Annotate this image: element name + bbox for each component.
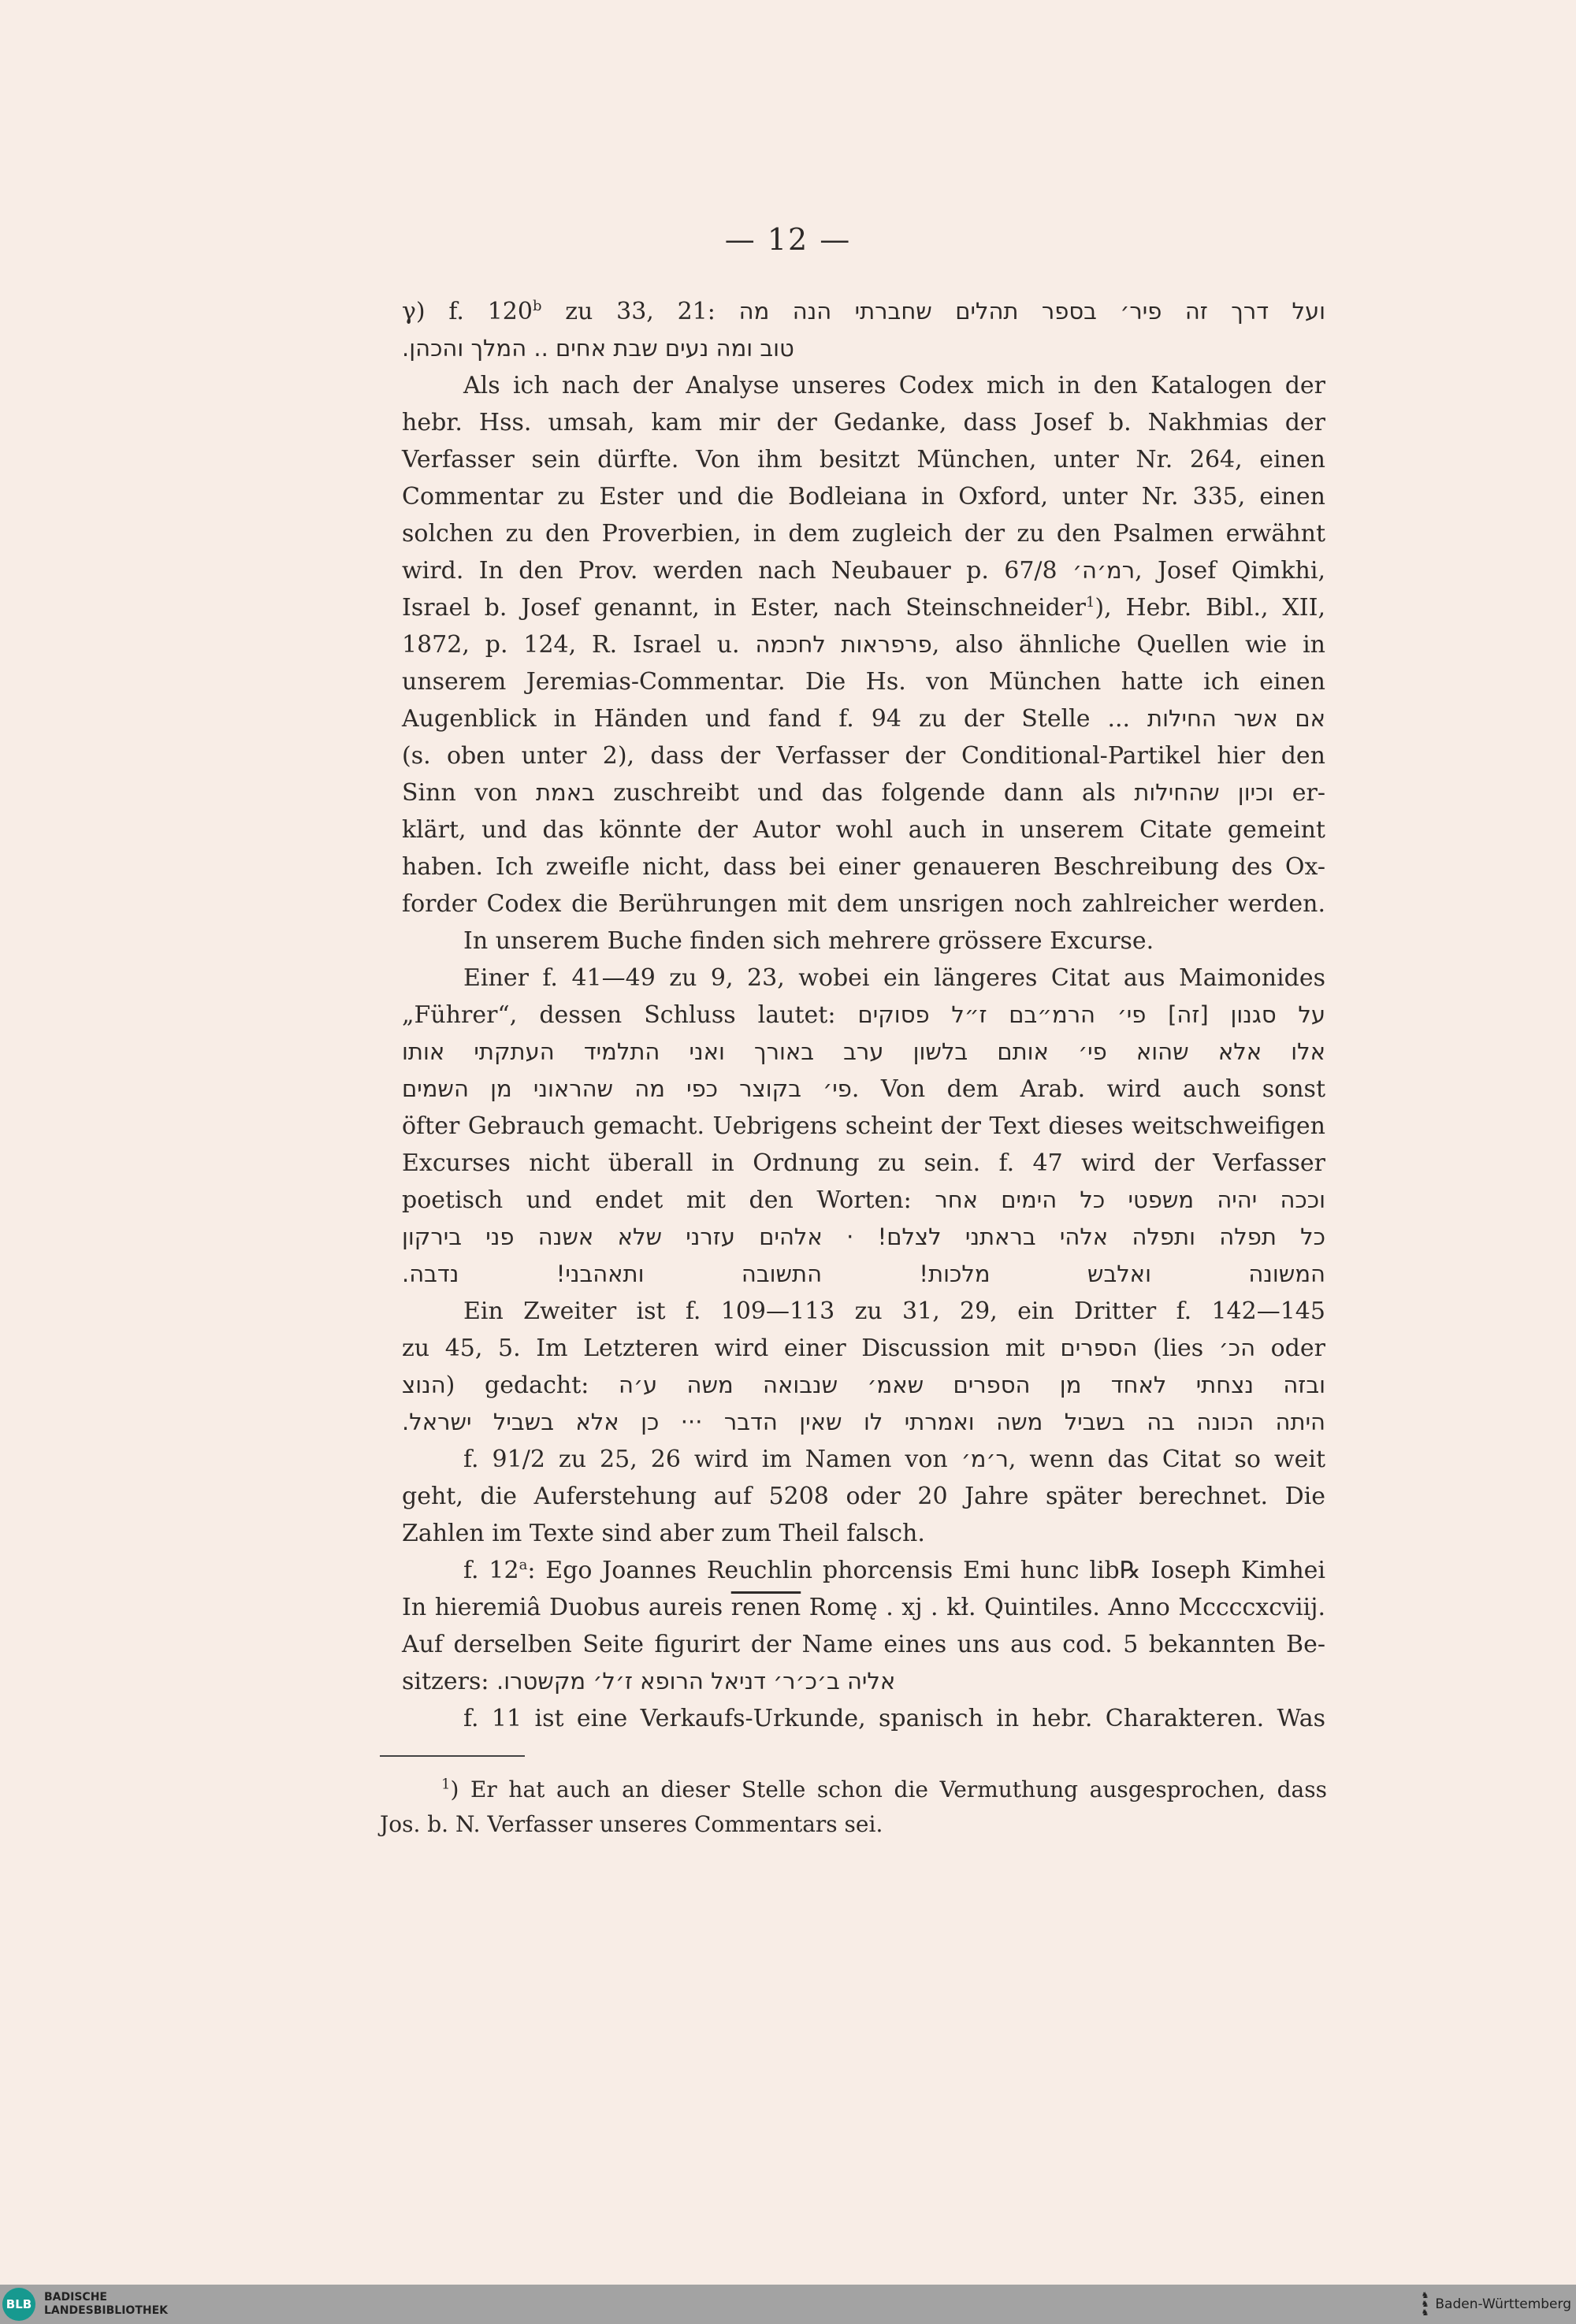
latin-text: zu 33, 21:: [541, 298, 739, 325]
text-line: [402, 1663, 1325, 1700]
latin-text: geht, die Auferstehung auf 5208 oder 20 Jahre später berechnet. Die: [402, 1483, 1325, 1510]
page-number: — 12 —: [724, 222, 852, 257]
latin-text: solchen zu den Proverbien, in dem zugleich der zu den Psalmen erwähnt: [402, 520, 1325, 548]
text-line: [402, 663, 1325, 700]
latin-text: forder Codex die Berührungen mit dem unsrigen noch zahlreicher werden.: [402, 890, 1325, 918]
latin-text: „Führer“, dessen Schluss lautet:: [402, 1001, 858, 1029]
text-line: [402, 848, 1325, 885]
three-lions-crest-icon: ♞ ♞ ♞: [1421, 2290, 1429, 2318]
text-line: [402, 1330, 1325, 1367]
text-line: [402, 1367, 1325, 1404]
text-line: [402, 1404, 1325, 1441]
text-line: [402, 1626, 1325, 1663]
latin-text: Als ich nach der Analyse unseres Codex mich in den Katalogen der: [463, 372, 1325, 399]
text-line: [380, 1807, 1327, 1842]
hebrew-text: אליה ב׳כ׳ר׳ דניאל הרופא ז׳ל׳ מקשטרו.: [496, 1668, 896, 1695]
latin-text: Excurses nicht überall in Ordnung zu sein. f. 47 wird der Verfasser: [402, 1149, 1325, 1177]
hebrew-text: כל תפלה ותפלה אלהי בראתני לצלם! · אלהים עזרני שלא אשנה פני בירקון: [402, 1223, 1325, 1250]
abbreviation-overline: renen: [730, 1594, 801, 1621]
latin-text: Ein Zweiter ist f. 109—113 zu 31, 29, ein Dritter f. 142—145: [463, 1298, 1325, 1325]
text-line: [402, 774, 1325, 811]
latin-text: Augenblick in Händen und fand f. 94 zu der Stelle ...: [402, 705, 1148, 733]
hebrew-text: הספרים: [1060, 1335, 1138, 1361]
text-line: [380, 1773, 1327, 1807]
text-line: [402, 589, 1325, 626]
latin-text: ) Er hat auch an dieser Stelle schon die Vermuthung ausgesprochen, dass: [450, 1776, 1327, 1802]
latin-text: zuschreibt und das folgende dann als: [594, 779, 1135, 807]
text-line: [402, 515, 1325, 552]
latin-text: f. 12: [463, 1557, 519, 1584]
hebrew-text: טוב ומה נעים שבת אחים .. המלך והכהן.: [402, 335, 794, 362]
hebrew-text: אם אשר החילות: [1147, 705, 1326, 732]
latin-text: klärt, und das könnte der Autor wohl auch in unserem Citate gemeint: [402, 816, 1325, 844]
hebrew-text: ועל דרך זה פיר׳ בספר תהלים שחברתי הנה מה: [738, 298, 1325, 325]
latin-text: sitzers:: [402, 1668, 496, 1695]
latin-text: Verfasser sein dürfte. Von ihm besitzt München, unter Nr. 264, einen: [402, 446, 1325, 473]
hebrew-text: היתה הכונה בה בשביל משה ואמרתי לו שאין הדבר ··· כן אלא בשביל ישראל.: [402, 1409, 1325, 1435]
text-line: [402, 1108, 1325, 1145]
latin-text: ), Hebr. Bibl., XII,: [1095, 594, 1325, 622]
text-line: [402, 1293, 1325, 1330]
text-line: [402, 811, 1325, 848]
latin-text: Israel b. Josef genannt, in Ester, nach Steinschneider: [402, 594, 1086, 622]
latin-text: Sinn von: [402, 779, 536, 807]
text-line: [402, 1589, 1325, 1626]
text-line: [402, 478, 1325, 515]
text-line: [402, 441, 1325, 478]
text-line: [402, 1441, 1325, 1478]
text-line: [402, 1219, 1325, 1256]
viewer-footer-bar: [0, 2285, 1576, 2324]
text-line: [402, 700, 1325, 737]
hebrew-text: וככה יהיה משפטי כל הימים אחר: [935, 1186, 1325, 1213]
latin-text: f. 11 ist eine Verkaufs-Urkunde, spanisch in hebr. Charakteren. Was: [463, 1705, 1325, 1732]
latin-text: er-: [1273, 779, 1325, 807]
text-line: [402, 885, 1325, 923]
text-line: [402, 404, 1325, 441]
hebrew-text: ובזה נצחתי לאחד מן הספרים שאמ׳ שנבואה משה ע׳ה: [619, 1372, 1325, 1398]
latin-text: , wenn das Citat so weit: [1008, 1446, 1325, 1473]
blb-logo-icon[interactable]: BLB: [2, 2288, 35, 2321]
text-line: [402, 997, 1325, 1034]
latin-text: Romę . xj . kł. Quintiles. Anno Mccccxcviij.: [801, 1594, 1325, 1621]
text-line: [402, 1071, 1325, 1108]
latin-text: Zahlen im Texte sind aber zum Theil falsch.: [402, 1520, 925, 1547]
text-line: [402, 552, 1325, 589]
hebrew-text: המשונה ואלבש מלכות! התשובה ותאהבני! נדבה.: [402, 1260, 1325, 1287]
text-line: [402, 293, 1325, 330]
latin-text: wird. In den Prov. werden nach Neubauer p. 67/8: [402, 557, 1072, 585]
latin-text: γ) f. 120: [402, 298, 533, 325]
superscript: 1: [1085, 594, 1095, 611]
superscript: 1: [441, 1776, 451, 1793]
latin-text: haben. Ich zweifle nicht, dass bei einer genaueren Beschreibung des Ox-: [402, 853, 1325, 881]
hebrew-text: פרפראות לחכמה: [755, 631, 932, 658]
latin-text: Commentar zu Ester und die Bodleiana in Oxford, unter Nr. 335, einen: [402, 483, 1325, 510]
hebrew-text: ר׳מ׳: [961, 1446, 1009, 1472]
text-line: [402, 626, 1325, 663]
text-line: [402, 1700, 1325, 1737]
latin-text: Auf derselben Seite figurirt der Name eines uns aus cod. 5 bekannten Be-: [402, 1631, 1325, 1658]
hebrew-text: וכיון שהחילות: [1134, 779, 1274, 806]
latin-text: (s. oben unter 2), dass der Verfasser der Conditional-Partikel hier den: [402, 742, 1325, 770]
hebrew-text: באמת: [535, 779, 595, 806]
text-line: [402, 923, 1325, 960]
latin-text: öfter Gebrauch gemacht. Uebrigens scheint der Text dieses weitschweifigen: [402, 1112, 1325, 1140]
text-line: [402, 1478, 1325, 1515]
state-name: Baden-Württemberg: [1435, 2296, 1571, 2312]
text-line: [402, 960, 1325, 997]
state-logo[interactable]: [1422, 2291, 1571, 2317]
latin-text: 1872, p. 124, R. Israel u.: [402, 631, 756, 659]
hebrew-text: הכ׳: [1218, 1335, 1256, 1361]
text-line: [402, 1034, 1325, 1071]
text-line: [402, 1145, 1325, 1182]
latin-text: unserem Jeremias-Commentar. Die Hs. von München hatte ich einen: [402, 668, 1325, 696]
latin-text: , also ähnliche Quellen wie in: [931, 631, 1325, 659]
latin-text: : Ego Joannes Reuchlin phorcensis Emi hunc lib℞ Ioseph Kimhei: [527, 1557, 1325, 1584]
hebrew-text: רמ׳ה׳: [1072, 557, 1136, 584]
hebrew-text: על סגנון [זה] פי׳ הרמ״בם ז״ל פסוקים: [857, 1001, 1326, 1028]
latin-text: oder: [1255, 1335, 1325, 1362]
latin-text: zu 45, 5. Im Letzteren wird einer Discussion mit: [402, 1335, 1061, 1362]
footnote: [380, 1773, 1327, 1842]
superscript: a: [519, 1557, 528, 1573]
library-name-line2: LANDESBIBLIOTHEK: [44, 2304, 169, 2317]
latin-text: Einer f. 41—49 zu 9, 23, wobei ein längeres Citat aus Maimonides: [463, 964, 1325, 992]
text-line: [402, 367, 1325, 404]
latin-text: In hieremiâ Duobus aureis: [402, 1594, 731, 1621]
superscript: b: [532, 298, 542, 314]
latin-text: poetisch und endet mit den Worten:: [402, 1186, 935, 1214]
library-name-line1: BADISCHE: [44, 2291, 107, 2304]
hebrew-text: פי׳ בקוצר כפי מה שהראוני מן השמים: [402, 1075, 852, 1102]
footnote-divider: [380, 1755, 525, 1757]
text-line: [402, 330, 1325, 367]
latin-text: (lies: [1137, 1335, 1219, 1362]
hebrew-text: הנוצ: [402, 1372, 446, 1398]
latin-text: . Von dem Arab. wird auch sonst: [851, 1075, 1326, 1103]
hebrew-text: אלו אלא שהוא פי׳ אותם בלשון ערב באורך ואני התלמיד העתקתי אותו: [402, 1038, 1325, 1065]
latin-text: Jos. b. N. Verfasser unseres Commentars sei.: [380, 1811, 883, 1837]
latin-text: In unserem Buche finden sich mehrere grössere Excurse.: [463, 927, 1154, 955]
library-name[interactable]: [44, 2291, 168, 2318]
text-line: [402, 1182, 1325, 1219]
main-text: [402, 293, 1325, 1737]
text-line: [402, 1552, 1325, 1589]
latin-text: , Josef Qimkhi,: [1135, 557, 1325, 585]
text-line: [402, 1256, 1325, 1293]
latin-text: hebr. Hss. umsah, kam mir der Gedanke, dass Josef b. Nakhmias der: [402, 409, 1325, 436]
text-line: [402, 737, 1325, 774]
latin-text: f. 91/2 zu 25, 26 wird im Namen von: [463, 1446, 961, 1473]
latin-text: ) gedacht:: [445, 1372, 619, 1399]
text-line: [402, 1515, 1325, 1552]
